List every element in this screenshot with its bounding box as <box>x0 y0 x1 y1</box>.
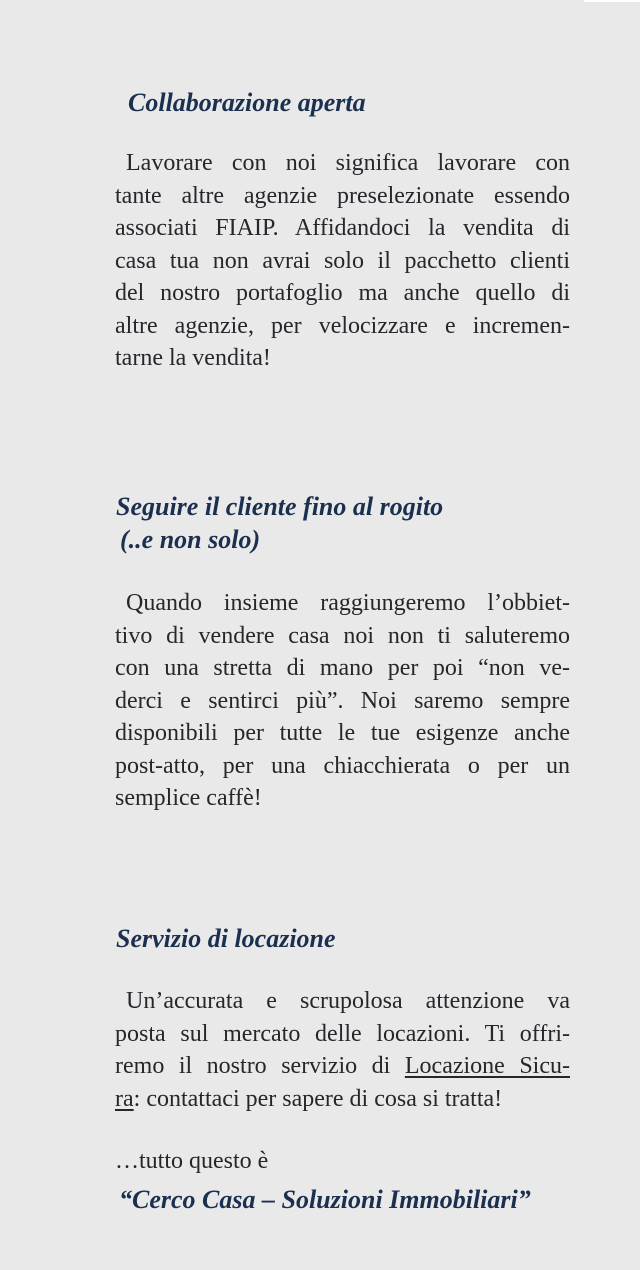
paragraph-text: : contattaci per sapere di cosa si tratta! <box>133 1085 503 1112</box>
paragraph-line: tivo di vendere casa noi non ti saluteremo <box>115 622 570 649</box>
paragraph-line: altre agenzie, per velocizzare e incremen- <box>115 312 570 339</box>
paragraph-line: Quando insieme raggiungeremo l’obbiet- <box>126 590 570 616</box>
paragraph-line: tante altre agenzie preselezionate essendo <box>115 182 570 209</box>
paragraph-line: post-atto, per una chiacchierata o per un <box>115 752 570 779</box>
heading-line: (..e non solo) <box>120 525 261 554</box>
locazione-sicura-link[interactable]: ra <box>115 1085 134 1112</box>
closing-lead: …tutto questo è <box>115 1148 269 1174</box>
section-paragraph-collaborazione <box>115 147 570 375</box>
paragraph-line: associati FIAIP. Affidandoci la vendita di <box>115 215 570 241</box>
paragraph-line: casa tua non avrai solo il pacchetto clienti <box>115 247 570 274</box>
paragraph-line: posta sul mercato delle locazioni. Ti offri- <box>115 1020 570 1047</box>
heading-line: Seguire il cliente fino al rogito <box>116 492 444 521</box>
paragraph-line: semplice caffè! <box>115 785 262 811</box>
paragraph-line <box>115 1083 570 1116</box>
paragraph-line <box>115 1050 570 1083</box>
paragraph-line: derci e sentirci più”. Noi saremo sempre <box>115 687 570 714</box>
section-paragraph-seguire-cliente <box>115 587 570 815</box>
paragraph-line: tarne la vendita! <box>115 345 271 371</box>
section-heading-seguire-cliente <box>116 490 443 556</box>
section-paragraph-locazione <box>115 985 570 1115</box>
locazione-sicura-link[interactable]: Locazione Sicu- <box>404 1053 570 1079</box>
paragraph-line: Lavorare con noi significa lavorare con <box>126 150 570 176</box>
paragraph-text: remo il nostro servizio di <box>115 1053 405 1079</box>
paragraph-line: Un’accurata e scrupolosa attenzione va <box>126 988 570 1014</box>
section-heading-collaborazione: Collaborazione aperta <box>128 88 366 117</box>
paragraph-line: del nostro portafoglio ma anche quello di <box>115 280 570 306</box>
paragraph-line: disponibili per tutte le tue esigenze anche <box>115 720 570 746</box>
top-divider <box>584 0 640 2</box>
section-heading-locazione: Servizio di locazione <box>116 924 336 953</box>
brand-tagline: “Cerco Casa – Soluzioni Immobiliari” <box>119 1185 531 1214</box>
paragraph-line: con una stretta di mano per poi “non ve- <box>115 655 570 681</box>
